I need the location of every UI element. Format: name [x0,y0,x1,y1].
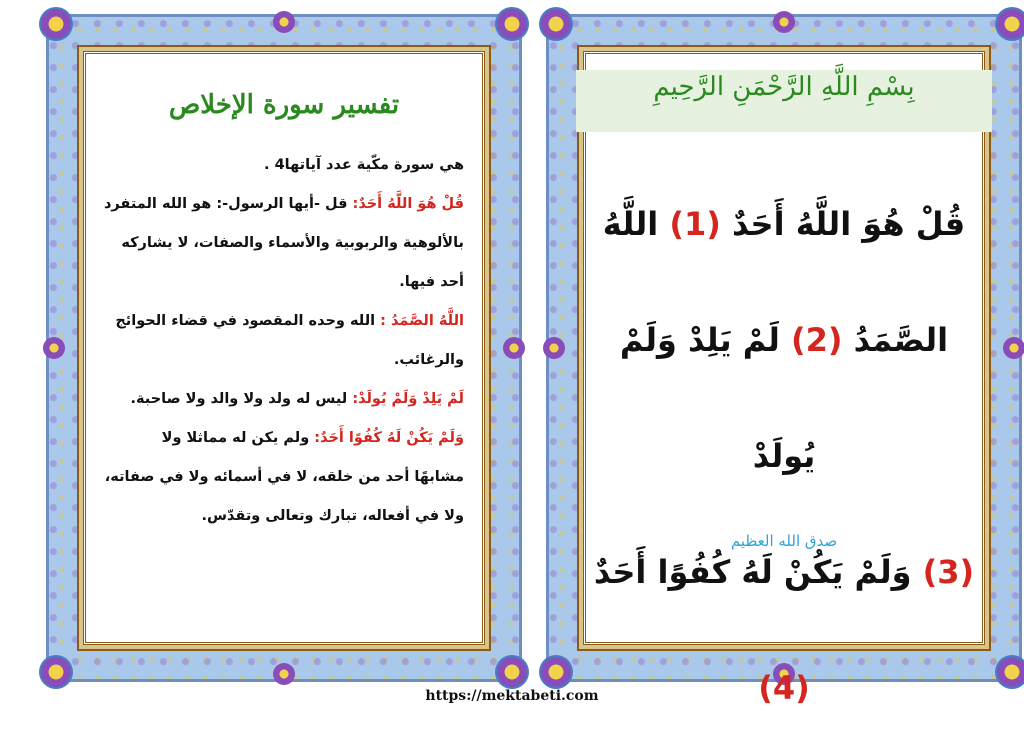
verse1-line-3: أحد فيها. [399,274,464,290]
intro-line: هي سورة مكّية عدد آياتها4 . [264,157,464,173]
tafsir-body [102,146,464,536]
ornament-rosette-icon [273,663,295,685]
ornament-corner-icon [495,7,529,41]
verse-text: قُلْ هُوَ اللَّهُ أَحَدٌ [720,205,966,243]
verse3-quote: لَمْ يَلِدْ وَلَمْ يُولَدْ: [352,391,464,407]
basmala: بِسْمِ اللَّهِ الرَّحْمَنِ الرَّحِيمِ [653,72,915,102]
ornament-corner-icon [995,7,1024,41]
ornament-rosette-icon [43,337,65,359]
surah-verses [592,166,976,746]
ornament-rosette-icon [273,11,295,33]
verse-text: لَمْ يَلِدْ وَلَمْ يُولَدْ [619,321,816,475]
ornament-corner-icon [39,7,73,41]
verse-number: (2) [790,321,843,359]
closing-phrase: صدق الله العظيم [730,532,838,550]
ornament-corner-icon [539,7,573,41]
verse4-line-3: ولا في أفعاله، تبارك وتعالى وتقدّس. [201,508,464,524]
verse2-text: الله وحده المقصود في قضاء الحوائج [115,313,381,329]
verse-text: وَلَمْ يَكُنْ لَهُ كُفُوًا أَحَدٌ [593,553,923,591]
right-page-content [583,51,985,707]
tafsir-title: تفسير سورة الإخلاص [168,90,400,120]
verse1-line-2: بالألوهية والربوبية والأسماء والصفات، لا يشاركه [121,235,464,251]
website-url[interactable]: https://mektabeti.com [425,688,599,704]
verse2-line [102,302,464,341]
verse-text: الصَّمَدُ [842,321,949,359]
verse-number: (1) [669,205,721,243]
ornament-rosette-icon [503,337,525,359]
verse1-quote: قُلْ هُوَ اللَّهُ أَحَدٌ: [352,196,464,212]
verse-number: (3) [922,553,975,591]
verse-text: اللَّهُ [602,205,670,243]
verse-number: (4) [758,669,810,707]
verse2-quote: اللَّهُ الصَّمَدُ : [380,313,464,329]
ornament-rosette-icon [1003,337,1024,359]
verse3-text: ليس له ولد ولا والد ولا صاحبة. [130,391,353,407]
verse4-quote: وَلَمْ يَكُنْ لَهُ كُفُوًا أَحَدٌ: [314,430,464,446]
verse4-text: ولم يكن له مماثلا ولا [161,430,315,446]
verse4-line-2: مشابهًا أحد من خلقه، لا في أسمائه ولا في صفاته، [104,469,464,485]
verse1-line [102,185,464,224]
ornament-corner-icon [39,655,73,689]
ornament-rosette-icon [543,337,565,359]
verse4-line [102,419,464,458]
verse3-line [102,380,464,419]
ornament-corner-icon [495,655,529,689]
verse1-text: قل -أيها الرسول-: هو الله المتفرد [103,196,353,212]
verse-line-2 [592,282,976,514]
ornament-corner-icon [539,655,573,689]
ornament-rosette-icon [773,11,795,33]
left-page-frame [46,14,522,682]
left-page-content [83,51,485,645]
verse-line-1 [592,166,976,282]
verse2-line-2: والرغائب. [393,352,464,368]
ornament-corner-icon [995,655,1024,689]
right-page-frame [546,14,1022,707]
